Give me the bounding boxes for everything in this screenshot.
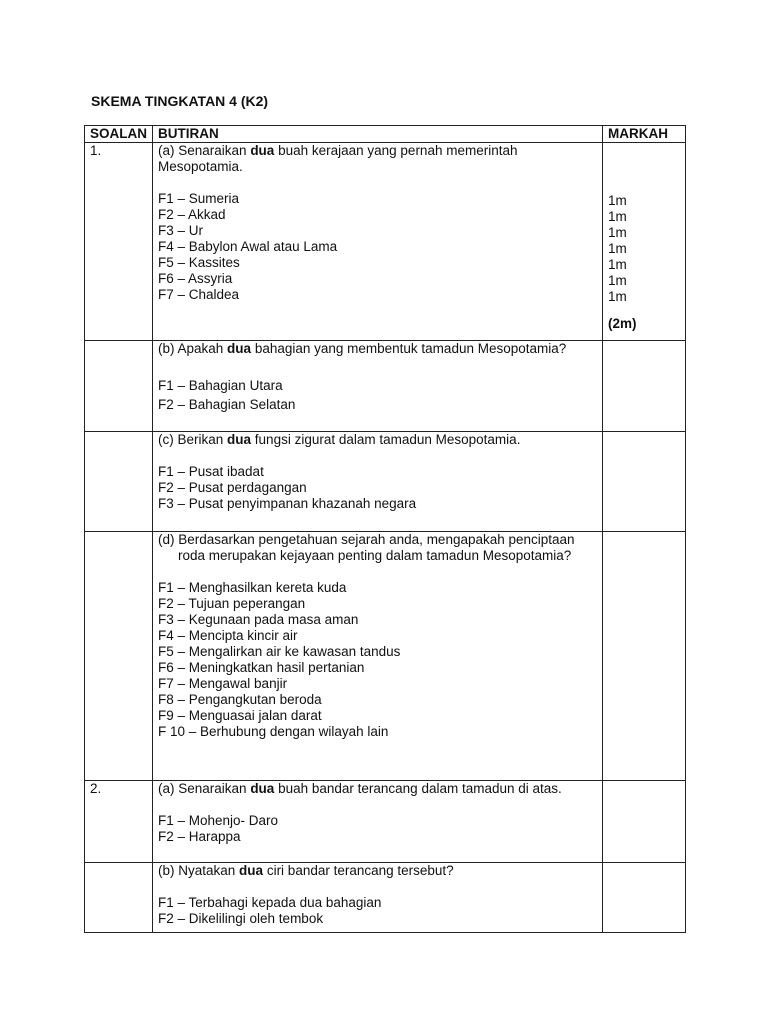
answer-item: F4 – Babylon Awal atau Lama [158,239,338,254]
table-row [85,532,686,781]
question-text: (c) Berikan dua fungsi zigurat dalam tamadun Mesopotamia. [158,432,521,447]
question-text-cont: Mesopotamia. [158,159,243,174]
question-text: (b) Apakah dua bahagian yang membentuk tamadun Mesopotamia? [158,341,567,356]
question-text: (d) Berdasarkan pengetahuan sejarah anda, mengapakah penciptaan [158,532,575,547]
marks-list [603,143,685,305]
answer-item: F7 – Mengawal banjir [158,676,288,691]
answer-item: F6 – Meningkatkan hasil pertanian [158,660,365,675]
question-number [85,532,153,781]
mark-item: 1m [608,193,627,208]
answer-item: F1 – Pusat ibadat [158,464,264,479]
header-soalan: SOALAN [85,126,153,143]
question-number [85,432,153,532]
answer-item: F1 – Sumeria [158,191,240,206]
question-text: (a) Senaraikan dua buah kerajaan yang pernah memerintah [158,143,518,158]
marks-cell [603,532,686,781]
answer-list [158,580,602,740]
answer-item: F3 – Kegunaan pada masa aman [158,612,359,627]
question-number [85,341,153,432]
answer-item: F9 – Menguasai jalan darat [158,708,322,723]
marks-cell [603,143,686,341]
answer-item: F1 – Mohenjo- Daro [158,813,279,828]
mark-item: 1m [608,273,627,288]
answer-item: F2 – Bahagian Selatan [158,397,296,412]
answer-item: F4 – Mencipta kincir air [158,628,298,643]
table-row [85,781,686,863]
marks-cell [603,432,686,532]
question-text-cont: roda merupakan kejayaan penting dalam tamadun Mesopotamia? [178,548,572,563]
marking-scheme-table [84,125,686,933]
question-number: 1. [85,143,153,341]
answer-item: F7 – Chaldea [158,287,240,302]
marks-cell [603,341,686,432]
question-cell [153,532,603,781]
header-butiran: BUTIRAN [153,126,603,143]
answer-item: F 10 – Berhubung dengan wilayah lain [158,724,389,739]
answer-item: F5 – Mengalirkan air ke kawasan tandus [158,644,401,659]
question-cell [153,341,603,432]
answer-item: F2 – Dikelilingi oleh tembok [158,911,324,926]
mark-item: 1m [608,241,627,256]
table-header-row [85,126,686,143]
answer-list [158,464,602,512]
document-title: SKEMA TINGKATAN 4 (K2) [91,93,269,109]
answer-item: F2 – Harappa [158,829,241,844]
answer-item: F2 – Tujuan peperangan [158,596,306,611]
marks-cell [603,863,686,933]
answer-item: F6 – Assyria [158,271,233,286]
marks-cell [603,781,686,863]
question-number [85,863,153,933]
mark-item: 1m [608,209,627,224]
answer-item: F5 – Kassites [158,255,240,270]
answer-item: F3 – Pusat penyimpanan khazanah negara [158,496,417,511]
question-cell [153,863,603,933]
question-cell [153,143,603,341]
answer-item: F2 – Akkad [158,207,226,222]
table-row [85,143,686,341]
table-row [85,432,686,532]
answer-item: F1 – Terbahagi kepada dua bahagian [158,895,382,910]
question-text: (a) Senaraikan dua buah bandar terancang dalam tamadun di atas. [158,781,562,796]
question-cell [153,781,603,863]
answer-item: F1 – Bahagian Utara [158,378,283,393]
answer-item: F2 – Pusat perdagangan [158,480,307,495]
answer-list [158,895,602,927]
question-number: 2. [85,781,153,863]
question-text: (b) Nyatakan dua ciri bandar terancang tersebut? [158,863,454,878]
mark-item: 1m [608,225,627,240]
mark-item: 1m [608,289,627,304]
total-marks: (2m) [608,316,637,331]
mark-item: 1m [608,257,627,272]
answer-list [158,378,602,413]
question-cell [153,432,603,532]
answer-list [158,813,602,845]
table-row [85,341,686,432]
answer-item: F1 – Menghasilkan kereta kuda [158,580,347,595]
header-markah: MARKAH [603,126,686,143]
answer-item: F3 – Ur [158,223,204,238]
answer-list [158,191,602,303]
answer-item: F8 – Pengangkutan beroda [158,692,322,707]
table-row [85,863,686,933]
